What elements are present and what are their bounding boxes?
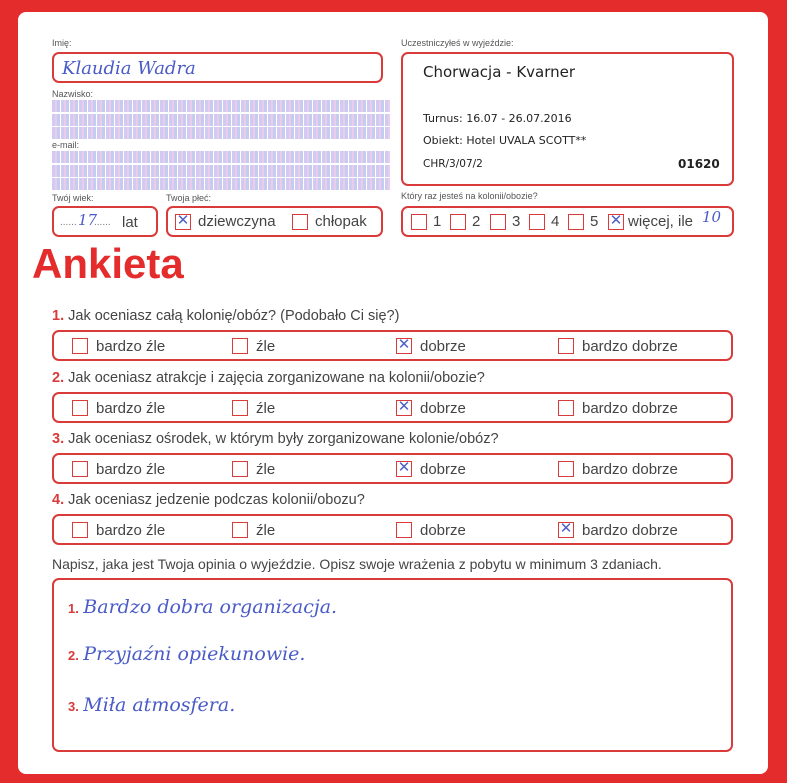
question-4-checkbox-dobrze[interactable] xyxy=(396,522,412,538)
visits-checkbox-more[interactable] xyxy=(608,211,624,230)
visits-checkbox-3[interactable] xyxy=(490,214,506,230)
question-label: Jak oceniasz atrakcje i zajęcia zorganizowane na kolonii/obozie? xyxy=(68,370,485,386)
question-1-option-bardzo-zle: bardzo źle xyxy=(96,338,166,355)
survey-title: Ankieta xyxy=(32,240,184,287)
question-label: Jak oceniasz ośrodek, w którym były zorganizowane kolonie/obóz? xyxy=(68,431,499,447)
question-2-option-bardzo-zle: bardzo źle xyxy=(96,400,166,417)
opinion-line-2 xyxy=(68,643,305,665)
question-4-option-zle: źle xyxy=(256,522,276,539)
question-3-option-dobrze: dobrze xyxy=(420,461,466,478)
visits-option-5: 5 xyxy=(590,213,599,230)
gender-option-dziewczyna: dziewczyna xyxy=(198,213,276,230)
question-1-option-zle: źle xyxy=(256,338,276,355)
visits-checkbox-2[interactable] xyxy=(450,214,466,230)
opinion-line-num: 2. xyxy=(68,648,79,663)
question-2-checkbox-bardzo-zle[interactable] xyxy=(72,400,88,416)
question-1-checkbox-bardzo-dobrze[interactable] xyxy=(558,338,574,354)
name-field[interactable] xyxy=(52,52,383,83)
email-label: e-mail: xyxy=(52,140,80,150)
visits-checkbox-1[interactable] xyxy=(411,214,427,230)
question-3-checkbox-bardzo-dobrze[interactable] xyxy=(558,461,574,477)
question-3-checkbox-bardzo-zle[interactable] xyxy=(72,461,88,477)
question-1-text xyxy=(52,308,399,324)
question-2-option-dobrze: dobrze xyxy=(420,400,466,417)
check-mark-icon: ✕ xyxy=(397,458,411,476)
trip-turnus: Turnus: 16.07 - 26.07.2016 xyxy=(423,112,572,125)
question-4-option-dobrze: dobrze xyxy=(420,522,466,539)
visits-label: Który raz jesteś na kolonii/obozie? xyxy=(401,191,538,201)
check-mark-icon: ✕ xyxy=(176,211,190,229)
visits-more-value: 10 xyxy=(702,208,722,226)
question-2-checkbox-bardzo-dobrze[interactable] xyxy=(558,400,574,416)
age-value: 17 xyxy=(78,211,98,229)
question-4-option-bardzo-dobrze: bardzo dobrze xyxy=(582,522,678,539)
question-3-option-bardzo-zle: bardzo źle xyxy=(96,461,166,478)
age-dots-left: ...... xyxy=(60,217,77,228)
opinion-line-text: Bardzo dobra organizacja. xyxy=(83,596,338,618)
opinion-line-3 xyxy=(68,694,235,716)
opinion-box[interactable] xyxy=(52,578,733,752)
opinion-line-text: Przyjaźni opiekunowie. xyxy=(83,643,306,665)
question-3-checkbox-zle[interactable] xyxy=(232,461,248,477)
visits-option-2: 2 xyxy=(472,213,481,230)
question-1-checkbox-bardzo-zle[interactable] xyxy=(72,338,88,354)
question-4-text xyxy=(52,492,365,508)
age-field[interactable] xyxy=(52,206,158,237)
question-3-checkbox-dobrze[interactable] xyxy=(396,458,412,477)
trip-code: CHR/3/07/2 xyxy=(423,158,483,170)
trip-box xyxy=(401,52,734,186)
question-number: 1. xyxy=(52,308,65,324)
question-3-option-bardzo-dobrze: bardzo dobrze xyxy=(582,461,678,478)
gender-checkbox-chlopak[interactable] xyxy=(292,214,308,230)
question-number: 3. xyxy=(52,431,65,447)
trip-number: 01620 xyxy=(678,157,720,171)
opinion-line-text: Miła atmosfera. xyxy=(83,694,236,716)
gender-checkbox-dziewczyna[interactable] xyxy=(175,211,191,230)
question-number: 2. xyxy=(52,370,65,386)
question-4-checkbox-bardzo-zle[interactable] xyxy=(72,522,88,538)
visits-option-more: więcej, ile xyxy=(628,213,694,230)
age-label: Twój wiek: xyxy=(52,193,94,203)
question-2-checkbox-zle[interactable] xyxy=(232,400,248,416)
trip-destination: Chorwacja - Kvarner xyxy=(423,63,576,81)
question-1-option-dobrze: dobrze xyxy=(420,338,466,355)
trip-object: Obiekt: Hotel UVALA SCOTT** xyxy=(423,134,587,147)
check-mark-icon: ✕ xyxy=(397,335,411,353)
opinion-prompt: Napisz, jaka jest Twoja opinia o wyjeździe. Opisz swoje wrażenia z pobytu w minimum 3 zdaniach. xyxy=(52,556,662,572)
visits-option-1: 1 xyxy=(433,213,442,230)
visits-checkbox-5[interactable] xyxy=(568,214,584,230)
visits-option-3: 3 xyxy=(512,213,521,230)
question-2-checkbox-dobrze[interactable] xyxy=(396,397,412,416)
opinion-line-num: 3. xyxy=(68,699,79,714)
surname-label: Nazwisko: xyxy=(52,89,94,99)
age-dots-right: ...... xyxy=(94,217,111,228)
gender-label: Twoja płeć: xyxy=(166,193,212,203)
check-mark-icon: ✕ xyxy=(609,211,623,229)
trip-label: Uczestniczyłeś w wyjeździe: xyxy=(401,38,514,48)
opinion-line-num: 1. xyxy=(68,601,79,616)
name-label: Imię: xyxy=(52,38,72,48)
question-4-option-bardzo-zle: bardzo źle xyxy=(96,522,166,539)
age-unit: lat xyxy=(122,214,138,231)
check-mark-icon: ✕ xyxy=(397,397,411,415)
question-4-checkbox-zle[interactable] xyxy=(232,522,248,538)
question-3-option-zle: źle xyxy=(256,461,276,478)
question-1-option-bardzo-dobrze: bardzo dobrze xyxy=(582,338,678,355)
name-value: Klaudia Wadra xyxy=(62,58,196,79)
question-2-text xyxy=(52,370,485,386)
question-4-checkbox-bardzo-dobrze[interactable] xyxy=(558,519,574,538)
gender-option-chlopak: chłopak xyxy=(315,213,367,230)
question-2-option-bardzo-dobrze: bardzo dobrze xyxy=(582,400,678,417)
question-number: 4. xyxy=(52,492,65,508)
visits-checkbox-4[interactable] xyxy=(529,214,545,230)
check-mark-icon: ✕ xyxy=(559,519,573,537)
question-label: Jak oceniasz całą kolonię/obóz? (Podobało Ci się?) xyxy=(68,308,400,324)
visits-option-4: 4 xyxy=(551,213,560,230)
question-3-text xyxy=(52,431,499,447)
question-1-checkbox-dobrze[interactable] xyxy=(396,335,412,354)
question-1-checkbox-zle[interactable] xyxy=(232,338,248,354)
question-label: Jak oceniasz jedzenie podczas kolonii/obozu? xyxy=(68,492,365,508)
opinion-line-1 xyxy=(68,596,337,618)
question-2-option-zle: źle xyxy=(256,400,276,417)
